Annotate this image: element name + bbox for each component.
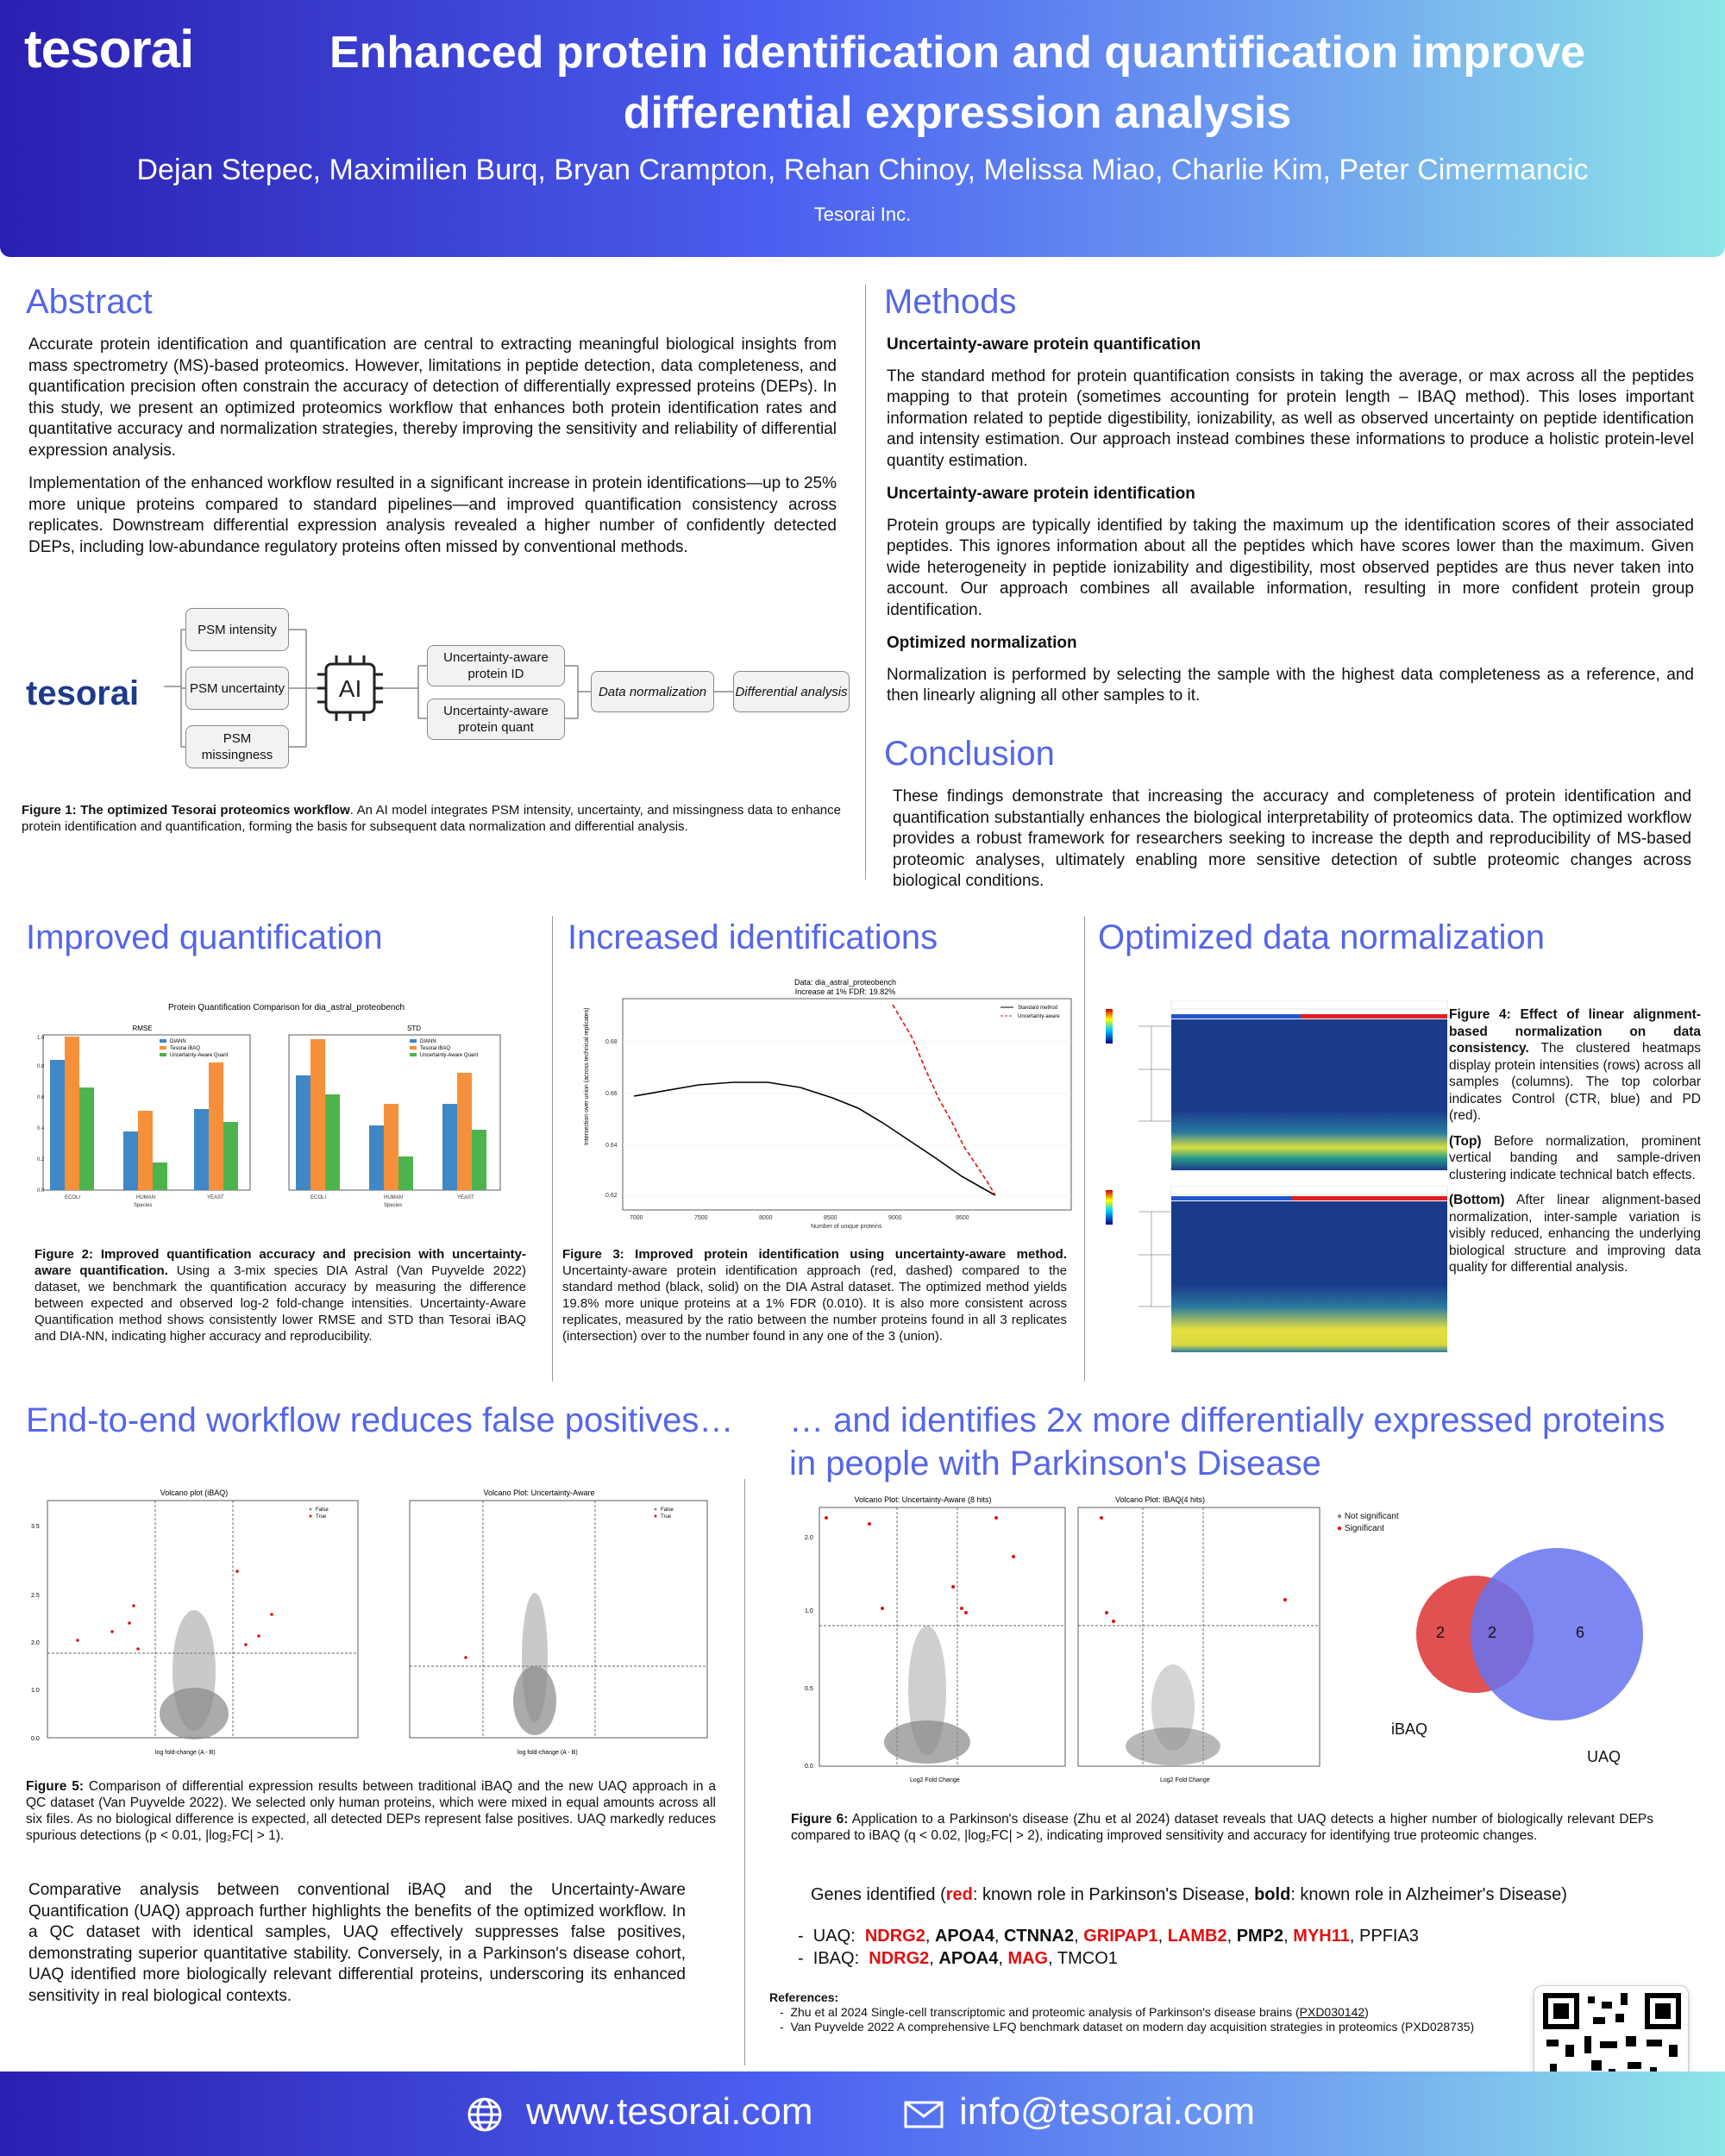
svg-text:8500: 8500 — [824, 1215, 837, 1221]
svg-text:Number of unique proteins: Number of unique proteins — [811, 1224, 882, 1230]
svg-text:Data: dia_astral_proteobench: Data: dia_astral_proteobench — [794, 978, 897, 987]
venn-uaq-label: UAQ — [1587, 1748, 1622, 1765]
poster-footer — [0, 2071, 1725, 2156]
figure6-charts — [781, 1492, 1333, 1794]
affiliation: Tesorai Inc. — [813, 204, 912, 225]
svg-text:log fold-change (A - B): log fold-change (A - B) — [518, 1750, 578, 1756]
venn-ibaq-only: 2 — [1436, 1624, 1446, 1641]
svg-text:7000: 7000 — [630, 1215, 643, 1221]
data-normalization-box: Data normalization — [591, 671, 714, 712]
figure6-caption-text: Application to a Parkinson's disease (Zhu et al 2024) dataset reveals that UAQ detects a higher number of biologically relevant DEPs compared to iBAQ (q < 0.02, |log₂FC| > 2), indicating improved sensitivity and accuracy for identifying true proteomic changes. — [791, 1812, 1654, 1843]
fp-title: End-to-end workflow reduces false positives… — [26, 1401, 734, 1439]
figure6-volcano-plots — [781, 1492, 1333, 1794]
svg-text:9000: 9000 — [888, 1215, 902, 1221]
svg-text:7500: 7500 — [694, 1215, 708, 1221]
svg-text:2.0: 2.0 — [805, 1535, 813, 1541]
svg-text:Species: Species — [134, 1203, 153, 1208]
figure4-bottom-text: After linear alignment-based normalization, inter-sample variation is visibly reduced, enhancing the underlying biological structure and improving data quality for differential analysis. — [1449, 1193, 1701, 1275]
svg-text:0.6: 0.6 — [37, 1095, 45, 1100]
svg-text:0.2: 0.2 — [37, 1157, 45, 1163]
figure3-line-chart — [569, 973, 1087, 1232]
figure4-bottom-label: (Bottom) — [1449, 1193, 1505, 1207]
uncertainty-aware-id-box: Uncertainty-aware protein ID — [427, 645, 565, 686]
genes-intro-c: : known role in Alzheimer's Disease) — [1290, 1885, 1567, 1904]
figure1-caption-text: . An AI model integrates PSM intensity, uncertainty, and missingness data to enhance protein identification and quantification, forming the basis for subsequent data normalization and differential analysis. — [22, 803, 841, 834]
workflow-tesorai-logo: tesorai — [26, 674, 140, 712]
gene-ppfia3: PPFIA3 — [1359, 1927, 1419, 1946]
svg-text:DIANN: DIANN — [420, 1039, 436, 1044]
column-divider-4 — [744, 1479, 745, 2065]
ai-chip-icon — [317, 655, 383, 721]
figure5-caption — [26, 1778, 716, 1844]
svg-text:0.5: 0.5 — [805, 1686, 813, 1692]
references — [769, 1990, 1502, 2034]
poster-title: Enhanced protein identification and quantification improve differential expression analysis — [329, 28, 1586, 138]
figure5-volcano-plots — [26, 1485, 716, 1761]
svg-text:9500: 9500 — [956, 1215, 969, 1221]
svg-text:0.68: 0.68 — [605, 1039, 618, 1045]
column-divider-2 — [552, 916, 553, 1382]
gene-myh11: MYH11 — [1293, 1927, 1350, 1946]
svg-text:0.62: 0.62 — [605, 1193, 618, 1199]
methods-heading-quant: Uncertainty-aware protein quantification — [887, 335, 1201, 354]
references-title: References: — [769, 1990, 839, 2004]
svg-text:Volcano Plot: IBAQ(4 hits): Volcano Plot: IBAQ(4 hits) — [1114, 1495, 1206, 1504]
svg-text:1.0: 1.0 — [31, 1688, 40, 1694]
svg-text:0.66: 0.66 — [605, 1091, 618, 1097]
svg-text:YEAST: YEAST — [207, 1195, 224, 1200]
svg-text:Uncertainty-aware: Uncertainty-aware — [1018, 1014, 1060, 1019]
svg-text:HUMAN: HUMAN — [136, 1195, 155, 1200]
column-divider — [865, 285, 866, 880]
heatmap-before — [1104, 1000, 1449, 1173]
workflow-diagram — [17, 604, 854, 785]
figure1-caption-bold: Figure 1: The optimized Tesorai proteomics workflow — [22, 803, 350, 818]
ident-title: Increased identifications — [568, 918, 938, 956]
figure3-caption-bold: Figure 3: Improved protein identification using uncertainty-aware method. — [562, 1247, 1067, 1262]
figure2-caption — [34, 1246, 526, 1344]
svg-text:Uncertainty-Aware Quant: Uncertainty-Aware Quant — [420, 1053, 479, 1058]
methods-body-quant: The standard method for protein quantification consists in taking the average, or max across all the peptides mapping to that protein (sometimes accounting for protein length – IBAQ method). This loses important information related to peptide digestibility, ionizability, as well as observed uncertainty on peptide identification and intensity estimation. Our approach instead combines these informations to produce a holistic protein-level quantity estimation. — [887, 367, 1694, 470]
figure4-top-label: (Top) — [1449, 1133, 1482, 1149]
svg-text:3.5: 3.5 — [31, 1524, 40, 1530]
column-divider-3 — [1084, 916, 1085, 1382]
svg-text:Species: Species — [384, 1203, 403, 1208]
svg-text:Volcano Plot: Uncertainty-Awar: Volcano Plot: Uncertainty-Aware (8 hits) — [854, 1495, 992, 1504]
abstract-p1: Accurate protein identification and quantification are central to extracting meaningful biological insights from mass spectrometry (MS)-based proteomics. However, limitations in peptide detection, data completeness, and quantification precision often constrain the accuracy of detection of differentially expressed proteins (DEPs). In this study, we present an optimized proteomics workflow that enhances both protein identification rates and quantitative accuracy and normalization strategies, thereby improving the sensitivity and reliability of differential expression analysis. — [28, 335, 837, 460]
svg-text:0.8: 0.8 — [37, 1064, 45, 1069]
pxd030142-link[interactable]: PXD030142 — [1299, 2005, 1365, 2019]
figure6-legend-venn — [1333, 1505, 1660, 1764]
svg-text:True: True — [661, 1514, 672, 1520]
genes-intro — [811, 1883, 1708, 1906]
abstract-body — [28, 335, 837, 570]
volcano-legend: ● Not significant ● Significant — [1337, 1512, 1399, 1533]
figure6-caption-bold: Figure 6: — [791, 1812, 849, 1827]
psm-intensity-box: PSM intensity — [185, 608, 289, 651]
svg-text:Tesorai iBAQ: Tesorai iBAQ — [420, 1046, 451, 1051]
ibaq-label: IBAQ: — [812, 1949, 860, 1968]
genes-intro-b: : known role in Parkinson's Disease, — [972, 1885, 1255, 1904]
svg-text:Volcano plot (iBAQ): Volcano plot (iBAQ) — [160, 1489, 229, 1497]
figure4-caption — [1449, 1006, 1701, 1276]
abstract-title: Abstract — [26, 283, 153, 321]
gene-ctnna2: CTNNA2 — [1003, 1927, 1075, 1946]
email-link[interactable]: info@tesorai.com — [959, 2090, 1256, 2133]
figure6-caption — [791, 1811, 1653, 1844]
figure5-caption-text: Comparison of differential expression results between traditional iBAQ and the new UAQ approach in a QC dataset (Van Puyvelde 2022). We selected only human proteins, which were mixed in equal amounts across all six files. As no biological difference is expected, all detected DEPs represent false positives. UAQ markedly reduces spurious detections (p < 0.01, |log₂FC| > 1). — [26, 1779, 716, 1843]
svg-text:True: True — [316, 1514, 327, 1520]
svg-text:DIANN: DIANN — [170, 1039, 186, 1044]
conclusion-body: These findings demonstrate that increasing the accuracy and completeness of protein identification and quantification substantially enhances the biological interpretability of proteomics data. The optimized workflow provides a robust framework for researchers seeking to increase the depth and reproducibility of MS-based proteomic analyses, ultimately enabling more sensitive detection of subtle proteomic changes across biological conditions. — [893, 787, 1691, 890]
figure4-top-text: Before normalization, prominent vertical banding and sample-driven clustering indicate technical batch effects. — [1449, 1133, 1701, 1182]
pd-title: … and identifies 2x more differentially expressed proteins in people with Parkinson's Disease — [789, 1401, 1665, 1482]
figure4-caption-bold: Figure 4: Effect of linear alignment-based normalization on data consistency. — [1449, 1007, 1701, 1056]
svg-text:0.64: 0.64 — [605, 1143, 618, 1149]
svg-text:AI: AI — [338, 675, 362, 702]
gene-apoa4-ibaq: APOA4 — [938, 1949, 999, 1968]
figure3-caption-text: Uncertainty-aware protein identification approach (red, dashed) compared to the standard method (black, solid) on the DIA Astral dataset. The optimized method yields 19.8% more unique proteins at a 1% FDR (0.010). It is also more consistent across replicates, measured by the ratio between the number proteins found in all 3 replicates (intersection) over to the number found in any one of the 3 (union). — [562, 1263, 1067, 1344]
figure2-chart — [22, 996, 552, 1212]
figure2-caption-text: Using a 3-mix species DIA Astral (Van Puyvelde 2022) dataset, we benchmark the quantification accuracy by measuring the difference between expected and observed log-2 fold-change intensities. Uncertainty-Aware Quantification method shows consistently lower RMSE and STD than Tesorai iBAQ and DIA-NN, indicating higher accuracy and reproducibility. — [34, 1263, 526, 1344]
heatmap-bottom — [1104, 1186, 1449, 1358]
svg-text:2.5: 2.5 — [31, 1593, 40, 1599]
poster-header — [0, 0, 1725, 257]
svg-text:Increase at 1% FDR: 19.82%: Increase at 1% FDR: 19.82% — [794, 987, 896, 996]
figure2-bar-chart — [22, 996, 552, 1212]
gene-ndrg2-ibaq: NDRG2 — [869, 1949, 930, 1968]
differential-analysis-box: Differential analysis — [733, 671, 850, 712]
gene-ndrg2: NDRG2 — [864, 1927, 925, 1946]
figure5-caption-bold: Figure 5: — [26, 1779, 85, 1794]
svg-text:HUMAN: HUMAN — [384, 1195, 403, 1200]
genes-intro-red: red — [945, 1885, 973, 1904]
svg-text:STD: STD — [407, 1025, 421, 1032]
svg-text:1.0: 1.0 — [37, 1036, 45, 1041]
psm-uncertainty-box: PSM uncertainty — [185, 667, 289, 710]
svg-text:Log2 Fold Change: Log2 Fold Change — [1160, 1777, 1210, 1783]
svg-text:log fold-change (A - B): log fold-change (A - B) — [155, 1750, 216, 1756]
svg-text:False: False — [661, 1507, 674, 1513]
figure3-chart — [569, 973, 1087, 1232]
figure3-caption — [562, 1246, 1067, 1344]
gene-pmp2: PMP2 — [1236, 1927, 1284, 1946]
svg-text:0.0: 0.0 — [31, 1736, 40, 1742]
globe-icon — [466, 2096, 504, 2134]
tesorai-logo: tesorai — [24, 20, 194, 79]
svg-text:RMSE: RMSE — [132, 1025, 153, 1032]
methods-body-norm: Normalization is performed by selecting the sample with the highest data completeness as a reference, and then linearly aligning all other samples to it. — [887, 665, 1694, 705]
uaq-genes-list: - UAQ: NDRG2, APOA4, CTNNA2, GRIPAP1, LAMB2, PMP2, MYH11, PPFIA3 — [798, 1927, 1419, 1946]
methods-body — [887, 335, 1694, 719]
figure1-caption — [22, 802, 841, 835]
svg-text:Protein Quantification Compari: Protein Quantification Comparison for dia_astral_proteobench — [167, 1003, 405, 1012]
uaq-label: UAQ: — [812, 1927, 856, 1946]
abstract-p2: Implementation of the enhanced workflow resulted in a significant increase in protein identifications—up to 25% more unique proteins compared to standard pipelines—and improved quantification consistency across replicates. Downstream differential expression analysis revealed a higher number of confidently detected DEPs, including low-abundance regulatory proteins often missed by conventional methods. — [28, 474, 837, 556]
fp-body: Comparative analysis between conventional iBAQ and the Uncertainty-Aware Quantification (UAQ) approach further highlights the benefits of the optimized workflow. In a QC dataset with identical samples, UAQ effectively suppresses false positives, demonstrating superior quantitative stability. Conversely, in a Parkinson's disease cohort, UAQ identified more biologically relevant differential proteins, underscoring its enhanced sensitivity in real biological contexts. — [28, 1881, 686, 2005]
venn-ibaq-label: iBAQ — [1391, 1720, 1428, 1738]
svg-text:YEAST: YEAST — [457, 1195, 474, 1200]
website-link[interactable]: www.tesorai.com — [526, 2090, 813, 2133]
gene-tmco1: TMCO1 — [1057, 1949, 1118, 1968]
gene-mag: MAG — [1007, 1949, 1049, 1968]
svg-text:Standard method: Standard method — [1018, 1006, 1058, 1011]
ibaq-genes-list: - IBAQ: NDRG2, APOA4, MAG, TMCO1 — [798, 1949, 1118, 1968]
heatmap-top — [1104, 1000, 1449, 1173]
uncertainty-aware-quant-box: Uncertainty-aware protein quant — [427, 699, 565, 740]
gene-lamb2: LAMB2 — [1167, 1927, 1227, 1946]
figure5-charts — [26, 1485, 716, 1761]
svg-text:Intersection over union (acros: Intersection over union (across technical replicates) — [584, 1007, 590, 1145]
svg-text:1.0: 1.0 — [805, 1608, 813, 1614]
workflow-connectors — [17, 604, 854, 785]
authors: Dejan Stepec, Maximilien Burq, Bryan Crampton, Rehan Chinoy, Melissa Miao, Charlie Kim, Peter Cimermancic — [136, 154, 1589, 186]
svg-text:ECOLI: ECOLI — [65, 1195, 81, 1200]
svg-text:8000: 8000 — [759, 1215, 773, 1221]
svg-text:Log2 Fold Change: Log2 Fold Change — [910, 1777, 960, 1783]
svg-text:False: False — [316, 1507, 329, 1513]
svg-text:Tesorai iBAQ: Tesorai iBAQ — [170, 1046, 201, 1051]
svg-text:2.0: 2.0 — [31, 1640, 40, 1646]
figure2-caption-bold: Figure 2: Improved quantification accuracy and precision with uncertainty-aware quantification. — [34, 1247, 526, 1278]
svg-text:0.4: 0.4 — [37, 1126, 45, 1131]
methods-title: Methods — [884, 283, 1017, 321]
svg-text:ECOLI: ECOLI — [310, 1195, 327, 1200]
quant-title: Improved quantification — [26, 918, 383, 956]
gene-gripap1: GRIPAP1 — [1083, 1927, 1158, 1946]
psm-missingness-box: PSM missingness — [185, 725, 289, 768]
envelope-icon — [904, 2101, 944, 2128]
svg-text:Uncertainty-Aware Quant: Uncertainty-Aware Quant — [170, 1053, 229, 1058]
svg-text:0.0: 0.0 — [805, 1764, 813, 1770]
svg-text:Volcano Plot: Uncertainty-Awar: Volcano Plot: Uncertainty-Aware — [483, 1489, 595, 1497]
conclusion-title: Conclusion — [884, 735, 1055, 773]
heatmap-after — [1104, 1186, 1449, 1358]
genes-intro-a: Genes identified ( — [811, 1885, 946, 1904]
norm-title: Optimized data normalization — [1098, 918, 1546, 956]
venn-uaq-only: 6 — [1576, 1624, 1585, 1641]
methods-heading-norm: Optimized normalization — [887, 634, 1077, 652]
reference-1: - Zhu et al 2024 Single-cell transcriptomic and proteomic analysis of Parkinson's disease brains (PXD030142) — [780, 2005, 1369, 2019]
genes-intro-bold: bold — [1254, 1885, 1291, 1904]
gene-apoa4: APOA4 — [934, 1927, 994, 1946]
svg-text:0.0: 0.0 — [37, 1188, 45, 1194]
figure4-caption-text: The clustered heatmaps display protein intensities (rows) across all samples (columns). The top colorbar indicates Control (CTR, blue) and PD (red). — [1449, 1041, 1701, 1123]
reference-2: - Van Puyvelde 2022 A comprehensive LFQ benchmark dataset on modern day acquisition strategies in proteomics (PXD028735) — [780, 2020, 1475, 2034]
venn-shared: 2 — [1488, 1624, 1497, 1641]
methods-heading-id: Uncertainty-aware protein identification — [887, 485, 1195, 503]
methods-body-id: Protein groups are typically identified by taking the maximum up the identification scores of their associated peptides. This ignores information about all the peptides which have scores lower than the maximum. Given wide heterogeneity in peptide ionizability and digestibility, most observed peptides are thus never taken into account. Our approach combines all available information, resulting in more confident protein group identification. — [887, 516, 1694, 619]
